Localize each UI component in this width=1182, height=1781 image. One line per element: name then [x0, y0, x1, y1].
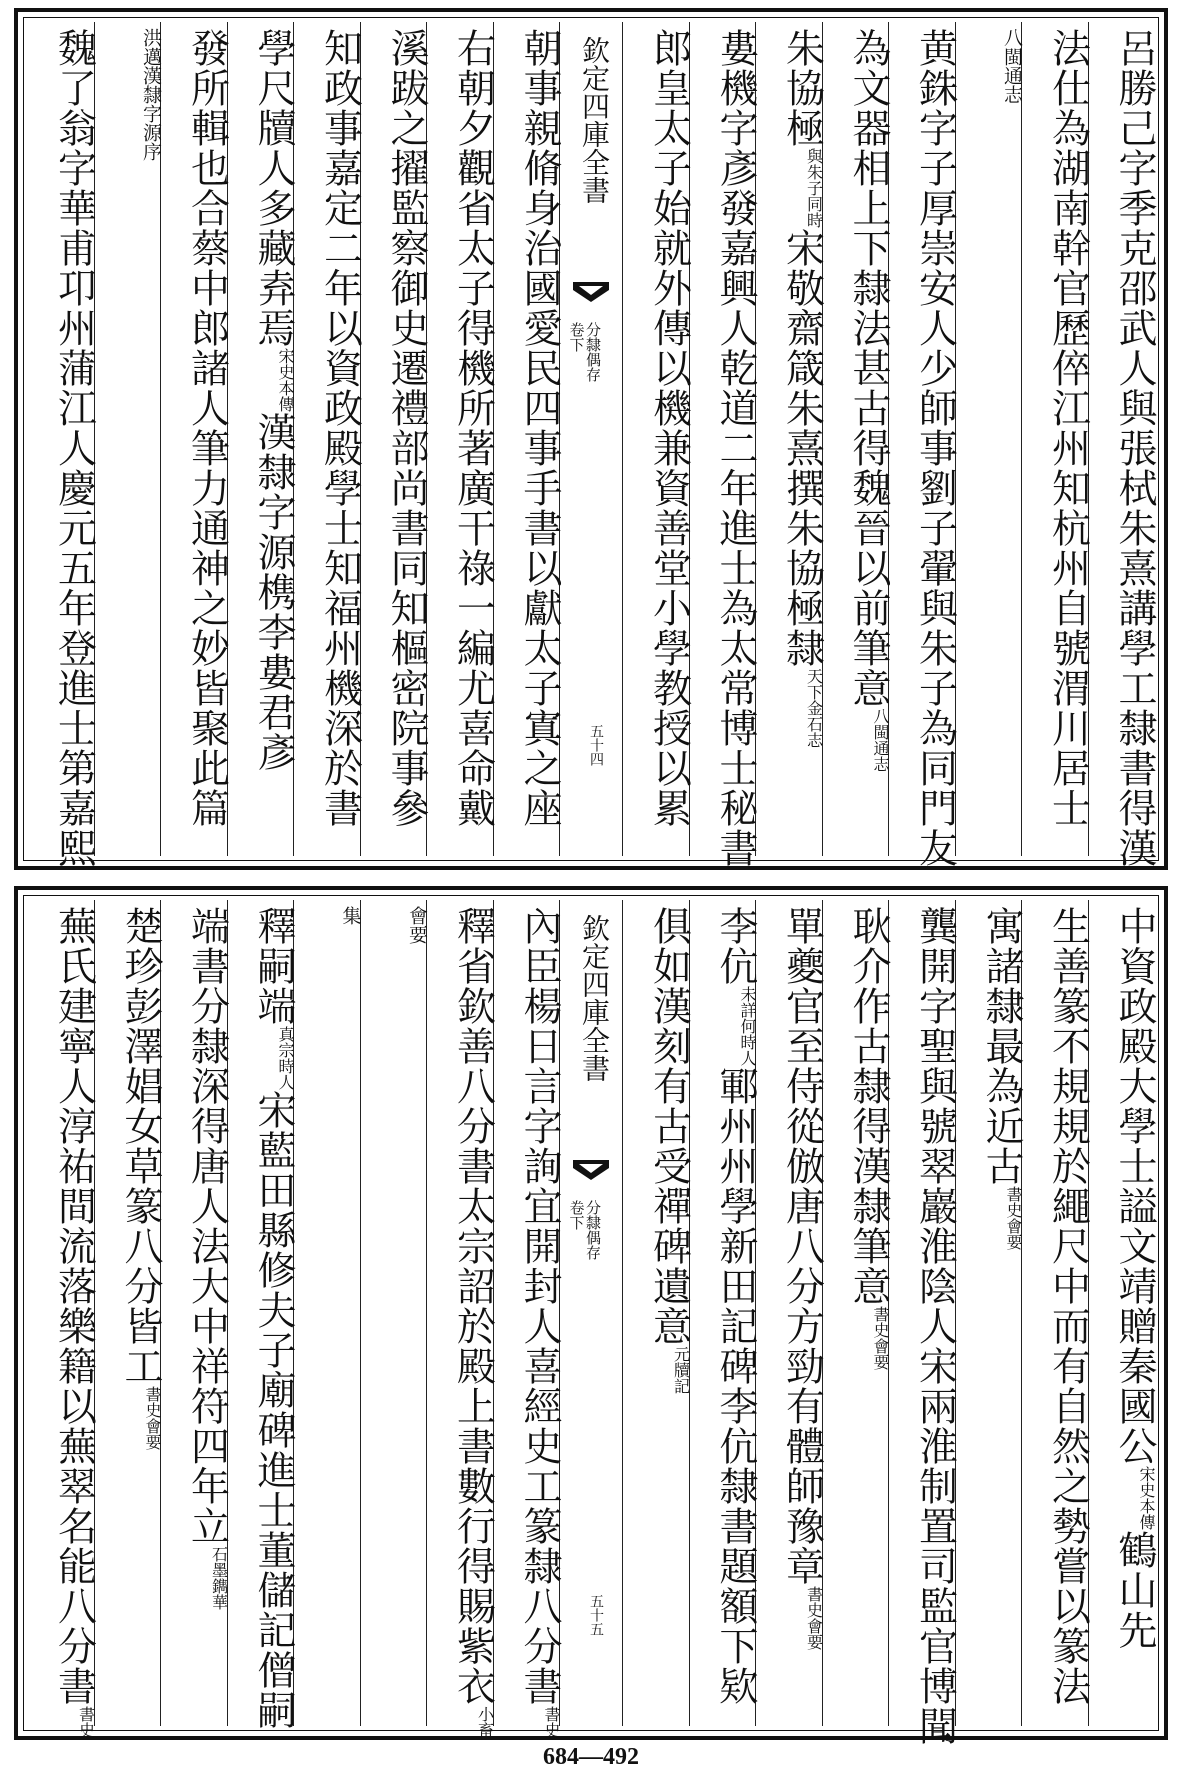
text-column: [888, 900, 958, 1746]
text-column: [622, 22, 692, 856]
folio-number: 五十五: [588, 1594, 604, 1636]
main-text: 內臣楊日言字詢宜開封人喜經史工篆隸八分書: [517, 906, 562, 1706]
text-column: [622, 900, 692, 1726]
text-column: [426, 22, 496, 856]
fish-tail-mark: [573, 1160, 609, 1182]
book-title: 欽定四庫全書: [578, 914, 611, 1082]
main-text: 寓諸隸最為近古: [979, 906, 1024, 1186]
main-text: 端書分隸深得唐人法大中祥符四年立: [184, 906, 230, 1546]
main-text: 魏了翁字華甫卭州蒲江人慶元五年登進士第嘉熙: [51, 28, 97, 868]
text-column: [493, 900, 562, 1738]
text-column: [160, 900, 230, 1726]
section-name: 分隸偶存: [584, 1200, 602, 1260]
section-volume: 卷下: [567, 1200, 586, 1230]
main-text: 學尺牘人多藏弆焉: [251, 28, 296, 348]
source-note: 集: [339, 906, 362, 925]
main-text: 生善篆不規規於繩尺中而有自然之勢嘗以篆法: [1045, 906, 1091, 1706]
source-note: 書史會要: [143, 1386, 162, 1450]
source-note: 真宗時人: [276, 1026, 295, 1090]
source-note: 洪邁漢隸字源序: [140, 28, 162, 161]
main-text: 釋嗣端: [251, 906, 296, 1026]
text-column: [755, 900, 825, 1726]
text-column: [822, 22, 889, 856]
text-column: [227, 22, 294, 856]
top-columns: [28, 22, 1157, 868]
source-note: 宋史本傳: [1137, 1466, 1156, 1530]
main-text: 郎皇太子始就外傳以機兼資善堂小學教授以累: [646, 28, 692, 828]
fish-tail-mark: [573, 282, 609, 304]
source-note: 元牘記: [671, 1346, 691, 1394]
page-code: 684—492: [543, 1744, 639, 1770]
source-note: 書史會要: [1004, 1186, 1023, 1250]
source-note: 八閩通志: [871, 708, 890, 772]
section-title: [568, 322, 601, 382]
bottom-center-strip: [559, 900, 622, 1726]
main-text: 中資政殿大學士謚文靖贈秦國公: [1112, 906, 1157, 1466]
text-column: [360, 900, 427, 1726]
text-column: [689, 22, 758, 868]
main-text: 法仕為湖南幹官歷倅江州知杭州自號渭川居士: [1045, 28, 1091, 828]
text-column: [426, 900, 496, 1738]
main-text: 楚珍彭澤娼女草篆八分皆工: [118, 906, 163, 1386]
text-column: [1021, 22, 1091, 856]
text-column: [227, 900, 296, 1730]
source-note: 石墨鐫華: [209, 1546, 229, 1610]
main-text: 單夔官至侍從倣唐八分方勁有體師豫章: [779, 906, 825, 1586]
source-note: 天下金石志: [804, 668, 824, 748]
text-column: [94, 22, 161, 856]
main-text: 右朝夕觀省太子得機所著廣干祿一編尤喜命戴: [450, 28, 496, 828]
main-text: 黄銖字子厚崇安人少師事劉子翬與朱子為同門友: [912, 28, 958, 868]
main-text: 為文器相上下隸法甚古得魏晉以前筆意: [846, 28, 891, 708]
text-column: [689, 900, 756, 1726]
main-text: 蕪氏建寧人淳祐間流落樂籍以蕪翠名能八分書: [51, 906, 97, 1706]
source-note: 書史會要: [804, 1586, 824, 1650]
bottom-page-frame: [14, 886, 1168, 1746]
main-text: 溪跋之擢監察御史遷禮部尚書同知樞密院事參: [384, 28, 429, 828]
main-text: 釋省欽善八分書太宗詔於殿上書數行得賜紫衣: [450, 906, 496, 1706]
book-title: 欽定四庫全書: [578, 36, 611, 204]
main-text: 漢隸字源槜李婁君彥: [251, 412, 296, 772]
main-text: 發所輯也合蔡中郎諸人筆力通神之妙皆聚此篇: [184, 28, 230, 828]
text-column: [293, 900, 360, 1726]
main-text: 鄆州州學新田記碑李伉隸書題額下欵: [713, 1066, 758, 1706]
section-volume: 卷下: [567, 322, 586, 352]
text-column: [888, 22, 958, 868]
source-note: 書史: [542, 1706, 561, 1738]
text-column: [1088, 900, 1155, 1726]
text-column: [822, 900, 889, 1726]
section-title: [568, 1200, 601, 1260]
main-text: 李伉: [713, 906, 758, 986]
source-note: 未詳何時人: [738, 986, 757, 1066]
text-column: [955, 900, 1022, 1726]
folio-number: 五十四: [588, 724, 604, 766]
section-name: 分隸偶存: [584, 322, 602, 382]
text-column: [955, 22, 1022, 856]
text-column: [1021, 900, 1091, 1726]
main-text: 宋敬齋箴朱熹撰朱協極隸: [779, 228, 825, 668]
text-column: [493, 22, 560, 856]
text-column: [293, 22, 363, 856]
text-column: [28, 22, 97, 868]
source-note: 會要: [406, 906, 428, 944]
main-text: 宋藍田縣修夫子廟碑進士董儲記僧嗣: [251, 1090, 296, 1730]
main-text: 龔開字聖與號翠巖淮陰人宋兩淮制置司監官博聞: [912, 906, 958, 1746]
source-note: 與朱子同時: [804, 148, 824, 228]
main-text: 呂勝己字季克邵武人與張栻朱熹講學工隸書得漢: [1112, 28, 1157, 868]
bottom-columns: [28, 900, 1157, 1746]
text-column: [360, 22, 427, 856]
text-column: [1088, 22, 1157, 868]
text-column: [94, 900, 161, 1726]
main-text: 耿介作古隸得漢隸筆意: [846, 906, 891, 1306]
text-column: [160, 22, 230, 856]
top-page-frame: [14, 8, 1168, 870]
source-note: 書史: [76, 1706, 96, 1738]
main-text: 俱如漢刻有古受禪碑遺意: [646, 906, 692, 1346]
main-text: 朱協極: [779, 28, 825, 148]
main-text: 朝事親脩身治國愛民四事手書以獻太子寘之座: [517, 28, 562, 828]
top-center-strip: [559, 22, 622, 856]
main-text: 鶴山先: [1112, 1530, 1157, 1650]
source-note: 宋史本傳: [276, 348, 295, 412]
source-note: 書史會要: [871, 1306, 890, 1370]
main-text: 知政事嘉定二年以資政殿學士知福州機深於書: [317, 28, 363, 828]
source-note: 八閩通志: [1001, 28, 1023, 104]
text-column: [28, 900, 97, 1738]
source-note: 小畜: [475, 1706, 495, 1738]
main-text: 婁機字彥發嘉興人乾道二年進士為太常博士秘書: [713, 28, 758, 868]
text-column: [755, 22, 825, 856]
